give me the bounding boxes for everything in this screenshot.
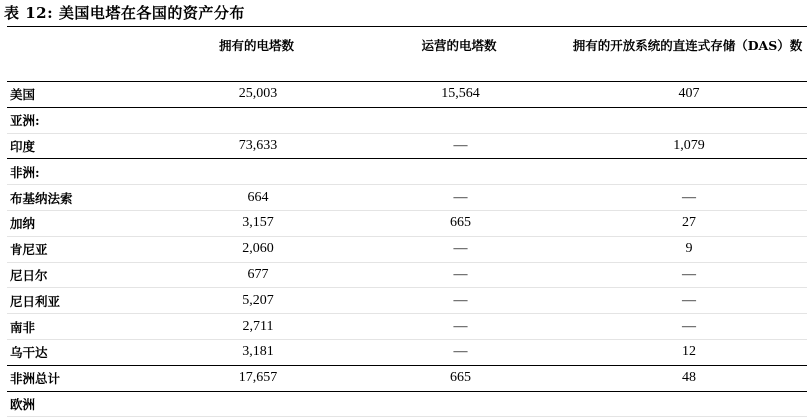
cell-das: — xyxy=(568,288,807,314)
cell-das: 27 xyxy=(568,210,807,236)
cell-operated: — xyxy=(350,314,568,340)
cell-owned: 2,060 xyxy=(163,236,350,262)
header-region xyxy=(7,27,163,82)
table-row xyxy=(7,339,807,365)
cell-owned xyxy=(163,107,350,133)
cell-operated: 15,564 xyxy=(350,82,568,108)
cell-das: — xyxy=(568,314,807,340)
row-label: 布基纳法索 xyxy=(7,185,163,211)
table-row xyxy=(7,314,807,340)
cell-operated xyxy=(350,159,568,185)
table-row xyxy=(7,391,807,417)
cell-das xyxy=(568,159,807,185)
cell-operated: — xyxy=(350,339,568,365)
table-row xyxy=(7,288,807,314)
cell-operated: 665 xyxy=(350,210,568,236)
table-row xyxy=(7,185,807,211)
cell-owned: 17,657 xyxy=(163,365,350,391)
row-label: 肯尼亚 xyxy=(7,236,163,262)
row-label: 欧洲 xyxy=(7,391,163,417)
table-row xyxy=(7,133,807,159)
cell-operated: — xyxy=(350,236,568,262)
cell-das: 9 xyxy=(568,236,807,262)
table-row xyxy=(7,159,807,185)
row-label: 非洲: xyxy=(7,159,163,185)
asset-distribution-table xyxy=(7,26,807,417)
cell-operated: 665 xyxy=(350,365,568,391)
cell-owned: 5,207 xyxy=(163,288,350,314)
cell-das: 1,079 xyxy=(568,133,807,159)
cell-operated: — xyxy=(350,288,568,314)
table-row xyxy=(7,262,807,288)
row-label: 非洲总计 xyxy=(7,365,163,391)
cell-operated xyxy=(350,391,568,417)
cell-das xyxy=(568,107,807,133)
table-row xyxy=(7,82,807,108)
table-row xyxy=(7,365,807,391)
cell-das: — xyxy=(568,262,807,288)
cell-owned xyxy=(163,391,350,417)
cell-owned: 3,181 xyxy=(163,339,350,365)
cell-das: 48 xyxy=(568,365,807,391)
header-das-count: 拥有的开放系统的直连式存储（DAS）数 xyxy=(568,27,807,82)
cell-owned: 73,633 xyxy=(163,133,350,159)
row-label: 乌干达 xyxy=(7,339,163,365)
header-operated-towers: 运营的电塔数 xyxy=(350,27,568,82)
row-label: 加纳 xyxy=(7,210,163,236)
row-label: 南非 xyxy=(7,314,163,340)
cell-owned: 3,157 xyxy=(163,210,350,236)
table-body xyxy=(7,82,807,417)
header-owned-towers: 拥有的电塔数 xyxy=(163,27,350,82)
row-label: 美国 xyxy=(7,82,163,108)
table-header-row xyxy=(7,27,807,82)
row-label: 印度 xyxy=(7,133,163,159)
table-title: 表 12: 美国电塔在各国的资产分布 xyxy=(4,4,245,22)
cell-das: 407 xyxy=(568,82,807,108)
cell-das: 12 xyxy=(568,339,807,365)
row-label: 亚洲: xyxy=(7,107,163,133)
cell-owned: 2,711 xyxy=(163,314,350,340)
row-label: 尼日尔 xyxy=(7,262,163,288)
table-row xyxy=(7,210,807,236)
cell-operated: — xyxy=(350,185,568,211)
cell-das: — xyxy=(568,185,807,211)
cell-das xyxy=(568,391,807,417)
table-row xyxy=(7,107,807,133)
cell-owned: 664 xyxy=(163,185,350,211)
table-row xyxy=(7,236,807,262)
row-label: 尼日利亚 xyxy=(7,288,163,314)
cell-operated: — xyxy=(350,133,568,159)
cell-operated xyxy=(350,107,568,133)
cell-owned: 25,003 xyxy=(163,82,350,108)
cell-owned: 677 xyxy=(163,262,350,288)
cell-owned xyxy=(163,159,350,185)
cell-operated: — xyxy=(350,262,568,288)
